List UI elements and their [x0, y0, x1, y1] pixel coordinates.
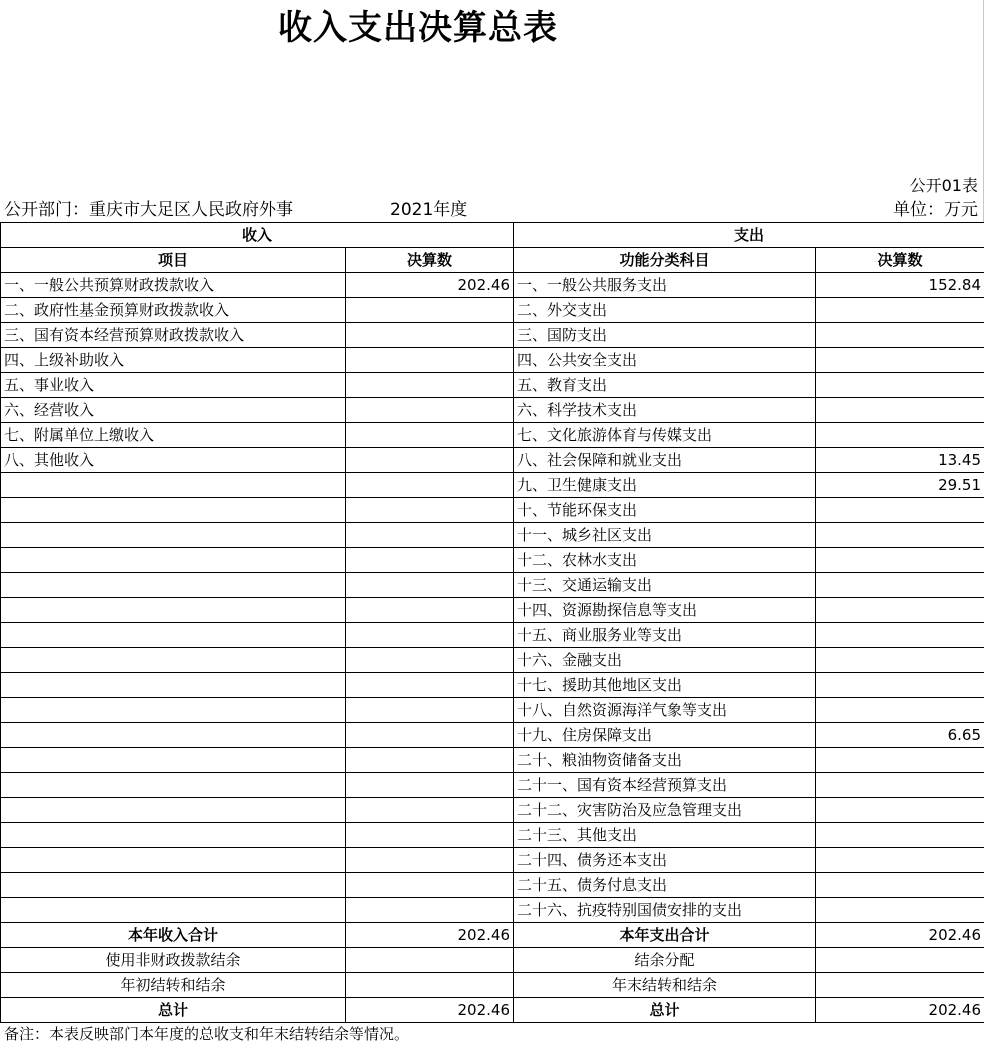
- expense-item-cell: 二十四、债务还本支出: [514, 848, 816, 873]
- income-item-cell: 三、国有资本经营预算财政拨款收入: [1, 323, 346, 348]
- expense-item-cell: 七、文化旅游体育与传媒支出: [514, 423, 816, 448]
- income-total-value: 202.46: [346, 923, 514, 948]
- table-row: [1, 723, 984, 748]
- income-amount-cell: [346, 448, 514, 473]
- table-row: [1, 823, 984, 848]
- expense-item-cell: 十九、住房保障支出: [514, 723, 816, 748]
- grand-income-value: 202.46: [346, 998, 514, 1023]
- expense-item-cell: 十一、城乡社区支出: [514, 523, 816, 548]
- income-amount-cell: [346, 548, 514, 573]
- expense-item-cell: 二十六、抗疫特别国债安排的支出: [514, 898, 816, 923]
- year-label: 2021年度: [390, 200, 468, 220]
- expense-item-cell: 二十二、灾害防治及应急管理支出: [514, 798, 816, 823]
- table-row: [1, 598, 984, 623]
- expense-item-cell: 二十三、其他支出: [514, 823, 816, 848]
- income-item-cell: 四、上级补助收入: [1, 348, 346, 373]
- table-row: [1, 448, 984, 473]
- expense-amount-cell: [816, 848, 984, 873]
- expense-amount-cell: [816, 423, 984, 448]
- income-amount-cell: [346, 523, 514, 548]
- income-item-cell: [1, 573, 346, 598]
- expense-item-cell: 十四、资源勘探信息等支出: [514, 598, 816, 623]
- expense-amount-cell: [816, 598, 984, 623]
- income-item-cell: [1, 873, 346, 898]
- expense-amount-cell: [816, 498, 984, 523]
- table-row: [1, 748, 984, 773]
- income-item-cell: [1, 498, 346, 523]
- income-amount-cell: [346, 673, 514, 698]
- grand-expense-value: 202.46: [816, 998, 984, 1023]
- table-row: [1, 373, 984, 398]
- expense-item-cell: 九、卫生健康支出: [514, 473, 816, 498]
- table-row: [1, 523, 984, 548]
- income-item-cell: [1, 723, 346, 748]
- ending-label: 年末结转和结余: [514, 973, 816, 998]
- income-item-cell: 六、经营收入: [1, 398, 346, 423]
- table-row: [1, 623, 984, 648]
- expense-amount-cell: 29.51: [816, 473, 984, 498]
- table-row: [1, 773, 984, 798]
- expense-amount-cell: [816, 398, 984, 423]
- income-item-cell: [1, 523, 346, 548]
- grand-expense-label: 总计: [514, 998, 816, 1023]
- income-amount-cell: [346, 398, 514, 423]
- summary-table: [0, 222, 984, 1023]
- income-amount-cell: [346, 723, 514, 748]
- expense-item-cell: 八、社会保障和就业支出: [514, 448, 816, 473]
- department-label: 公开部门：重庆市大足区人民政府外事: [4, 200, 293, 220]
- table-row: [1, 873, 984, 898]
- expense-amount-cell: [816, 873, 984, 898]
- table-row: [1, 273, 984, 298]
- table-row: [1, 323, 984, 348]
- income-amount-cell: [346, 373, 514, 398]
- income-amount-cell: [346, 598, 514, 623]
- expense-amount-cell: [816, 298, 984, 323]
- income-item-cell: [1, 748, 346, 773]
- expense-amount-cell: [816, 773, 984, 798]
- carryover-row: [1, 973, 984, 998]
- income-amount-cell: [346, 498, 514, 523]
- expense-total-label: 本年支出合计: [514, 923, 816, 948]
- expense-amount-cell: [816, 323, 984, 348]
- income-item-cell: [1, 848, 346, 873]
- expense-total-value: 202.46: [816, 923, 984, 948]
- section-header-row: [1, 223, 984, 248]
- expense-amount-cell: [816, 698, 984, 723]
- table-row: [1, 298, 984, 323]
- expense-item-cell: 二十五、债务付息支出: [514, 873, 816, 898]
- income-item-cell: [1, 823, 346, 848]
- column-header-row: [1, 248, 984, 273]
- expense-amount-cell: [816, 823, 984, 848]
- income-amount-cell: [346, 773, 514, 798]
- income-item-cell: 五、事业收入: [1, 373, 346, 398]
- expense-item-cell: 十三、交通运输支出: [514, 573, 816, 598]
- income-amount-cell: [346, 898, 514, 923]
- expense-amount-cell: [816, 348, 984, 373]
- income-amount-cell: [346, 573, 514, 598]
- income-item-cell: 七、附属单位上缴收入: [1, 423, 346, 448]
- income-item-cell: [1, 548, 346, 573]
- income-amount-header: 决算数: [346, 248, 514, 273]
- expense-item-cell: 十六、金融支出: [514, 648, 816, 673]
- expense-item-cell: 六、科学技术支出: [514, 398, 816, 423]
- income-item-cell: [1, 598, 346, 623]
- income-amount-cell: [346, 848, 514, 873]
- income-amount-cell: [346, 623, 514, 648]
- table-row: [1, 398, 984, 423]
- beginning-label: 年初结转和结余: [1, 973, 346, 998]
- table-row: [1, 498, 984, 523]
- income-amount-cell: [346, 873, 514, 898]
- income-item-cell: 二、政府性基金预算财政拨款收入: [1, 298, 346, 323]
- table-row: [1, 423, 984, 448]
- footnote: 备注：本表反映部门本年度的总收支和年末结转结余等情况。: [4, 1025, 410, 1043]
- income-item-cell: 八、其他收入: [1, 448, 346, 473]
- balance-row: [1, 948, 984, 973]
- income-amount-cell: [346, 648, 514, 673]
- surplus-distribution-label: 结余分配: [514, 948, 816, 973]
- income-item-cell: [1, 898, 346, 923]
- income-amount-cell: [346, 423, 514, 448]
- expense-amount-cell: [816, 798, 984, 823]
- income-item-cell: [1, 798, 346, 823]
- expense-amount-header: 决算数: [816, 248, 984, 273]
- income-item-cell: [1, 698, 346, 723]
- form-code: 公开01表: [909, 176, 978, 195]
- beginning-value: [346, 973, 514, 998]
- expense-amount-cell: 13.45: [816, 448, 984, 473]
- expense-item-cell: 十二、农林水支出: [514, 548, 816, 573]
- income-item-cell: 一、一般公共预算财政拨款收入: [1, 273, 346, 298]
- grand-total-row: [1, 998, 984, 1023]
- income-amount-cell: [346, 798, 514, 823]
- expense-item-cell: 二、外交支出: [514, 298, 816, 323]
- table-row: [1, 648, 984, 673]
- table-row: [1, 348, 984, 373]
- expense-amount-cell: 6.65: [816, 723, 984, 748]
- grand-income-label: 总计: [1, 998, 346, 1023]
- income-amount-cell: [346, 323, 514, 348]
- expense-amount-cell: [816, 898, 984, 923]
- table-row: [1, 698, 984, 723]
- table-row: [1, 898, 984, 923]
- expense-item-cell: 十七、援助其他地区支出: [514, 673, 816, 698]
- expense-section-header: 支出: [514, 223, 984, 248]
- expense-amount-cell: [816, 523, 984, 548]
- surplus-distribution-value: [816, 948, 984, 973]
- expense-item-cell: 四、公共安全支出: [514, 348, 816, 373]
- total-row: [1, 923, 984, 948]
- table-row: [1, 473, 984, 498]
- income-amount-cell: [346, 698, 514, 723]
- expense-item-cell: 二十一、国有资本经营预算支出: [514, 773, 816, 798]
- expense-item-cell: 十五、商业服务业等支出: [514, 623, 816, 648]
- income-amount-cell: 202.46: [346, 273, 514, 298]
- expense-item-cell: 一、一般公共服务支出: [514, 273, 816, 298]
- unit-label: 单位：万元: [893, 200, 978, 220]
- non-fiscal-label: 使用非财政拨款结余: [1, 948, 346, 973]
- expense-item-cell: 二十、粮油物资储备支出: [514, 748, 816, 773]
- table-row: [1, 673, 984, 698]
- income-section-header: 收入: [1, 223, 514, 248]
- income-amount-cell: [346, 748, 514, 773]
- table-row: [1, 798, 984, 823]
- expense-item-cell: 三、国防支出: [514, 323, 816, 348]
- income-total-label: 本年收入合计: [1, 923, 346, 948]
- income-item-cell: [1, 648, 346, 673]
- expense-item-cell: 十八、自然资源海洋气象等支出: [514, 698, 816, 723]
- non-fiscal-value: [346, 948, 514, 973]
- income-item-header: 项目: [1, 248, 346, 273]
- expense-item-cell: 十、节能环保支出: [514, 498, 816, 523]
- expense-amount-cell: [816, 573, 984, 598]
- expense-amount-cell: [816, 648, 984, 673]
- income-item-cell: [1, 623, 346, 648]
- income-amount-cell: [346, 473, 514, 498]
- income-amount-cell: [346, 823, 514, 848]
- expense-item-header: 功能分类科目: [514, 248, 816, 273]
- ending-value: [816, 973, 984, 998]
- income-amount-cell: [346, 348, 514, 373]
- expense-amount-cell: [816, 623, 984, 648]
- expense-amount-cell: [816, 373, 984, 398]
- expense-item-cell: 五、教育支出: [514, 373, 816, 398]
- expense-amount-cell: [816, 748, 984, 773]
- income-amount-cell: [346, 298, 514, 323]
- expense-amount-cell: [816, 548, 984, 573]
- expense-amount-cell: 152.84: [816, 273, 984, 298]
- expense-amount-cell: [816, 673, 984, 698]
- income-item-cell: [1, 673, 346, 698]
- table-row: [1, 848, 984, 873]
- table-row: [1, 573, 984, 598]
- income-item-cell: [1, 473, 346, 498]
- income-item-cell: [1, 773, 346, 798]
- table-row: [1, 548, 984, 573]
- page-title: 收入支出决算总表: [278, 8, 558, 48]
